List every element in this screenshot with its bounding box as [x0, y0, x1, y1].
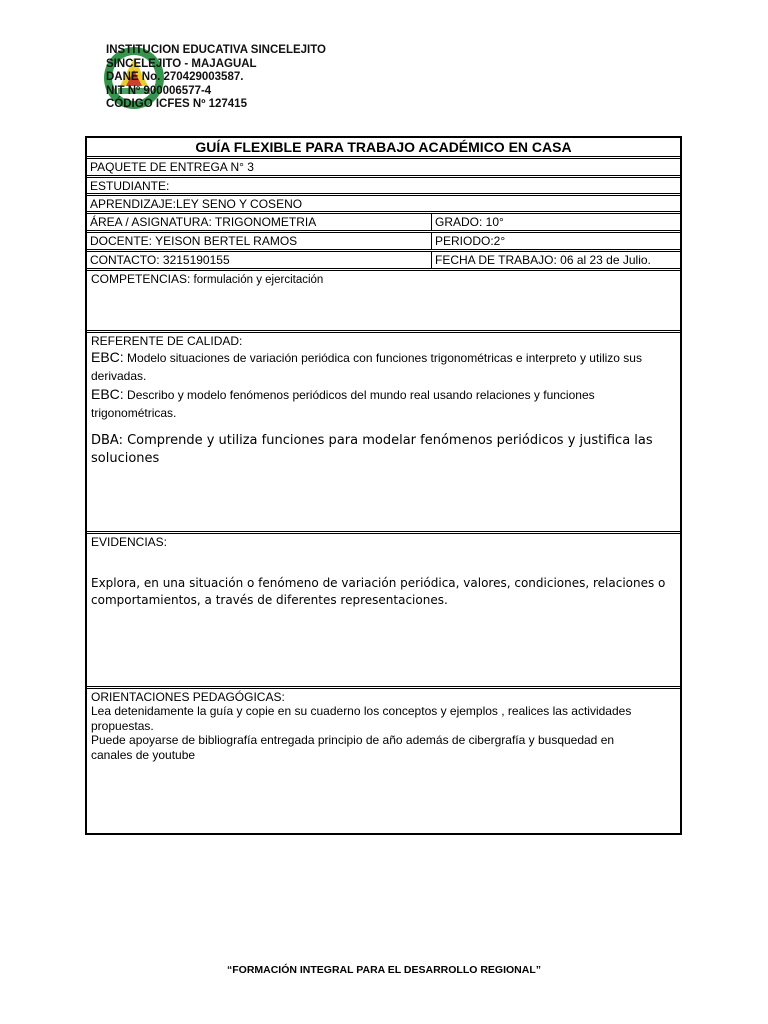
- footer-motto: “FORMACIÓN INTEGRAL PARA EL DESARROLLO REGIONAL”: [226, 964, 542, 976]
- dba-statement: DBA: Comprende y utiliza funciones para modelar fenómenos periódicos y justifica las soluciones: [91, 433, 653, 466]
- contacto-field: CONTACTO: 3215190155: [90, 253, 230, 267]
- competencias-section: [87, 271, 680, 333]
- referente-label: REFERENTE DE CALIDAD:: [91, 334, 243, 348]
- ebc-standard-2: [91, 385, 672, 422]
- referente-section: [87, 333, 680, 534]
- docente-periodo-row: [87, 233, 680, 252]
- institution-header: [96, 40, 416, 120]
- institution-info: [106, 44, 326, 112]
- orientaciones-label: ORIENTACIONES PEDAGÓGICAS:: [91, 690, 285, 704]
- evidencias-text: Explora, en una situación o fenómeno de variación periódica, valores, condiciones, relaciones o comportamientos, a través de diferentes representaciones.: [91, 576, 666, 607]
- institution-location: SINCELEJITO - MAJAGUAL: [106, 57, 257, 70]
- evidencias-label: EVIDENCIAS:: [91, 535, 168, 549]
- institution-dane: DANE No. 270429003587.: [106, 71, 244, 83]
- institution-icfes: CÓDIGO ICFES Nº 127415: [106, 98, 247, 110]
- estudiante-field: ESTUDIANTE:: [90, 179, 170, 193]
- area-grado-row: [87, 214, 680, 233]
- aprendizaje-row: [87, 196, 680, 214]
- fecha-field: FECHA DE TRABAJO: 06 al 23 de Julio.: [431, 252, 680, 268]
- competencias-label: COMPETENCIAS:: [91, 272, 191, 286]
- paquete-row: [87, 159, 680, 178]
- ebc-2-prefix: EBC:: [91, 386, 124, 402]
- contacto-fecha-row: [87, 252, 680, 271]
- guide-form: [85, 136, 682, 835]
- ebc-1-text: Modelo situaciones de variación periódica con funciones trigonométricas e interpreto y utilizo sus derivadas.: [91, 351, 642, 383]
- orientaciones-paragraph-1: Lea detenidamente la guía y copie en su cuaderno los conceptos y ejemplos , realices las actividades propuestas.: [91, 704, 632, 733]
- institution-nit: NIT Nº 900006577-4: [106, 84, 212, 97]
- ebc-2-text: Describo y modelo fenómenos periódicos del mundo real usando relaciones y funciones trigonométricas.: [91, 388, 595, 420]
- orientaciones-section: [87, 689, 680, 833]
- grado-field: GRADO: 10°: [431, 214, 680, 230]
- competencias-text: formulación y ejercitación: [190, 274, 324, 286]
- institution-name: INSTITUCION EDUCATIVA SINCELEJITO: [106, 44, 327, 56]
- aprendizaje-field: APRENDIZAJE:LEY SENO Y COSENO: [90, 197, 303, 211]
- form-title: GUÍA FLEXIBLE PARA TRABAJO ACADÉMICO EN CASA: [195, 139, 572, 155]
- orientaciones-paragraph-2: Puede apoyarse de bibliografía entregada principio de año además de cibergrafía y busquedad en canales de youtube: [91, 733, 615, 762]
- periodo-field: PERIODO:2°: [431, 233, 680, 249]
- orientaciones-text: [91, 704, 650, 762]
- evidencias-section: [87, 534, 680, 689]
- form-title-row: [87, 138, 680, 159]
- paquete-field: PAQUETE DE ENTREGA N° 3: [90, 160, 254, 174]
- ebc-1-prefix: EBC:: [91, 349, 124, 365]
- docente-field: DOCENTE: YEISON BERTEL RAMOS: [90, 234, 298, 248]
- ebc-standard-1: [91, 348, 672, 385]
- estudiante-row: [87, 178, 680, 196]
- area-field: ÁREA / ASIGNATURA: TRIGONOMETRIA: [90, 215, 317, 229]
- competencias-block: [91, 272, 323, 286]
